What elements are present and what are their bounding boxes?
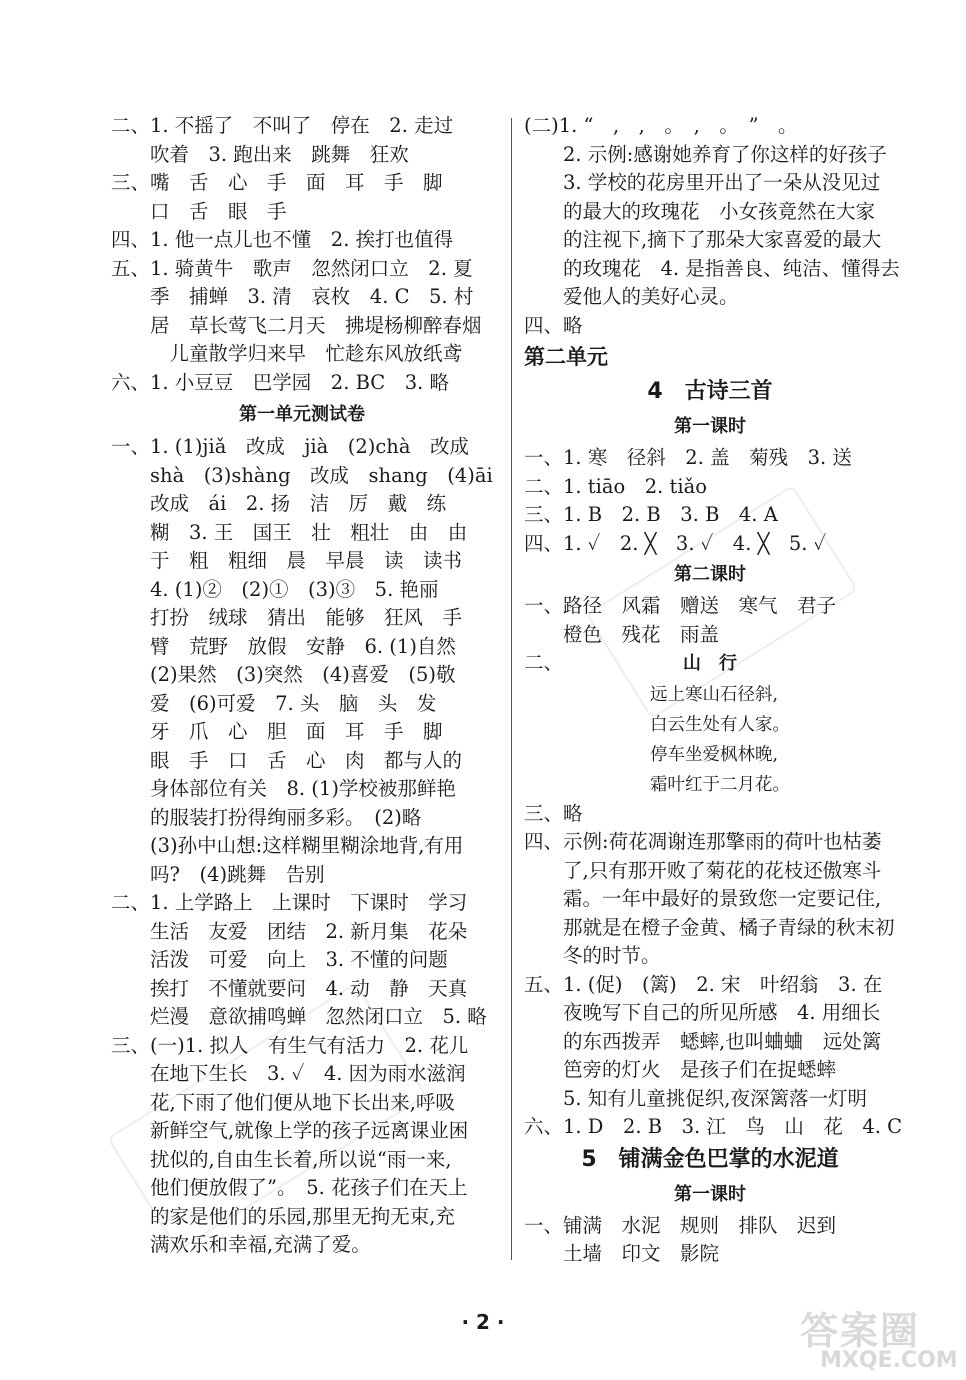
answer-line: 扰似的,自由生长着,所以说“雨一来,: [111, 1147, 452, 1171]
answer-line: 生活 友爱 团结 2. 新月集 花朵: [111, 919, 468, 943]
answer-line: 二、1. 不摇了 不叫了 停在 2. 走过: [111, 114, 454, 137]
answer-line: 的注视下,摘下了那朵大家喜爱的最大: [524, 228, 882, 251]
answer-line: 满欢乐和幸福,充满了爱。: [111, 1233, 371, 1256]
column-divider: [511, 118, 512, 1260]
poem-title: 山 行: [683, 652, 737, 674]
poem-line: 远上寒山石径斜,: [650, 684, 779, 705]
answer-line: 他们便放假了”。 5. 花孩子们在天上: [111, 1176, 468, 1199]
page-number: · 2 ·: [461, 1310, 505, 1334]
answer-line: 2. 示例:感谢她养育了你这样的好孩子: [524, 142, 887, 166]
left-column: [111, 112, 493, 1260]
answer-line: 四、略: [524, 313, 583, 337]
lesson-5-title: 5 铺满金色巴掌的水泥道: [581, 1146, 839, 1172]
answer-line: 4. (1)② (2)① (3)③ 5. 艳丽: [111, 577, 439, 601]
answer-line: 牙 爪 心 胆 面 耳 手 脚: [111, 720, 443, 743]
lesson-4-title: 4 古诗三首: [647, 379, 773, 404]
answer-line: shà (3)shàng 改成 shang (4)āi: [111, 463, 493, 487]
answer-line: 四、1. 他一点儿也不懂 2. 挨打也值得: [111, 228, 454, 251]
answer-line: 的最大的玫瑰花 小女孩竟然在大家: [524, 199, 876, 223]
answer-line: 霜。一年中最好的景致您一定要记住,: [524, 887, 882, 910]
lesson-4-period-2-answers-b: [524, 800, 903, 1142]
answer-line: 糊 3. 王 国王 壮 粗壮 由 由: [111, 520, 468, 544]
lesson-5-period-1-heading: 第一课时: [674, 1183, 746, 1205]
answer-line: 臂 荒野 放假 安静 6. (1)自然: [111, 634, 456, 658]
answer-line: 橙色 残花 雨盖: [524, 622, 720, 646]
answer-line: 三、嘴 舌 心 手 面 耳 手 脚: [111, 171, 443, 194]
answer-line: 爱他人的美好心灵。: [524, 285, 739, 308]
poem-line: 白云生处有人家。: [650, 714, 790, 735]
lesson-4-period-1-answers: [524, 444, 896, 558]
answer-line: 土墙 印文 影院: [524, 1242, 720, 1265]
poem: [524, 680, 896, 800]
answer-line: 冬的时节。: [524, 944, 661, 967]
answer-line: 季 捕蝉 3. 清 哀枚 4. C 5. 村: [111, 285, 474, 308]
answer-line: 改成 ái 2. 扬 洁 厉 戴 练: [111, 492, 447, 515]
answer-line: 一、1. 寒 径斜 2. 盖 菊残 3. 送: [524, 446, 852, 469]
answer-line: 一、铺满 水泥 规则 排队 迟到: [524, 1213, 837, 1237]
answer-line: 二、1. tiāo 2. tiǎo: [524, 474, 707, 498]
answer-line: 吹着 3. 跑出来 跳舞 狂欢: [111, 142, 409, 166]
answer-line: 三、略: [524, 801, 583, 825]
answer-line: 一、1. (1)jiǎ 改成 jià (2)chà 改成: [111, 435, 469, 458]
answer-line: 的家是他们的乐园,那里无拘无束,充: [111, 1204, 455, 1228]
lesson-5-period-1-answers: [524, 1212, 896, 1269]
answer-line: 打扮 绒球 猜出 能够 狂风 手: [111, 606, 463, 629]
watermark-url: MXQE.COM: [820, 1348, 958, 1373]
answer-line: 爱 (6)可爱 7. 头 脑 头 发: [111, 691, 437, 715]
answer-line: 于 粗 粗细 晨 早晨 读 读书: [111, 549, 463, 572]
answer-line: 了,只有那开败了菊花的花枝还傲寒斗: [524, 858, 882, 882]
answer-line: 的东西拨弄 蟋蟀,也叫蛐蛐 远处篱: [524, 1029, 882, 1053]
answer-line: 六、1. D 2. B 3. 江 鸟 山 花 4. C: [524, 1115, 903, 1138]
answer-line: 笆旁的灯火 是孩子们在捉蟋蟀: [524, 1058, 837, 1081]
answer-line: 四、1. ✓ 2. ╳ 3. ✓ 4. ╳ 5. ✓: [524, 531, 827, 555]
watermark: [800, 1300, 960, 1376]
answer-line: 3. 学校的花房里开出了一朵从没见过: [524, 171, 881, 194]
answer-line: 的服装打扮得绚丽多彩。 (2)略: [111, 805, 422, 829]
right-column-top-answers: [524, 112, 900, 340]
answer-line: 五、1. (促) (篱) 2. 宋 叶绍翁 3. 在: [524, 972, 883, 996]
answer-line: (3)孙中山想:这样糊里糊涂地背,有用: [111, 834, 464, 857]
unit-two-title: 第二单元: [524, 345, 608, 369]
answer-line: 居 草长莺飞二月天 拂堤杨柳醉春烟: [111, 313, 482, 337]
answer-line: (2)果然 (3)突然 (4)喜爱 (5)敬: [111, 663, 456, 686]
watermark-logo: 答案圈: [800, 1309, 921, 1353]
answer-line: 儿童散学归来早 忙趁东风放纸鸢: [111, 342, 463, 365]
answer-line: 挨打 不懂就要问 4. 动 静 天真: [111, 976, 468, 1000]
answer-line: 六、1. 小豆豆 巴学园 2. BC 3. 略: [111, 370, 450, 394]
answer-line: 在地下生长 3. ✓ 4. 因为雨水滋润: [111, 1062, 466, 1085]
answer-line: 三、(一)1. 拟人 有生气有活力 2. 花儿: [111, 1033, 469, 1057]
answer-line: 口 舌 眼 手: [111, 199, 287, 223]
answer-line: 二、: [524, 651, 564, 674]
answer-line: 四、示例:荷花凋谢连那擎雨的荷叶也枯萎: [524, 830, 882, 853]
answer-line: (二)1. “ , , 。 , 。 ” 。: [524, 114, 798, 137]
answer-line: 三、1. B 2. B 3. B 4. A: [524, 503, 778, 526]
answer-line: 二、1. 上学路上 上课时 下课时 学习: [111, 891, 468, 914]
answer-line: 夜晚写下自己的所见所感 4. 用细长: [524, 1001, 881, 1024]
lesson-4-period-1-heading: 第一课时: [674, 416, 746, 437]
poem-line: 停车坐爱枫林晚,: [650, 744, 779, 765]
answer-line: 5. 知有儿童挑促织,夜深篱落一灯明: [524, 1086, 868, 1110]
answer-line: 的玫瑰花 4. 是指善良、纯洁、懂得去: [524, 256, 900, 280]
answer-line: 第一单元测试卷: [239, 404, 365, 425]
poem-line: 霜叶红于二月花。: [650, 774, 790, 795]
lesson-4-period-2-heading: 第二课时: [674, 564, 746, 585]
answer-line: 花,下雨了他们便从地下长出来,呼吸: [111, 1090, 455, 1114]
answer-line: 眼 手 口 舌 心 肉 都与人的: [111, 748, 463, 772]
right-column: [524, 112, 903, 1269]
answer-line: 一、路径 风霜 赠送 寒气 君子: [524, 594, 837, 617]
answer-line: 身体部位有关 8. (1)学校被那鲜艳: [111, 777, 456, 800]
answer-line: 吗? (4)跳舞 告别: [111, 862, 325, 886]
answer-line: 新鲜空气,就像上学的孩子远离课业困: [111, 1119, 469, 1142]
answer-line: 活泼 可爱 向上 3. 不懂的问题: [111, 948, 448, 971]
answer-line: 那就是在橙子金黄、橘子青绿的秋末初: [524, 915, 895, 939]
answer-line: 烂漫 意欲捕鸣蝉 忽然闭口立 5. 略: [111, 1005, 487, 1028]
answer-line: 五、1. 骑黄牛 歌声 忽然闭口立 2. 夏: [111, 256, 473, 280]
